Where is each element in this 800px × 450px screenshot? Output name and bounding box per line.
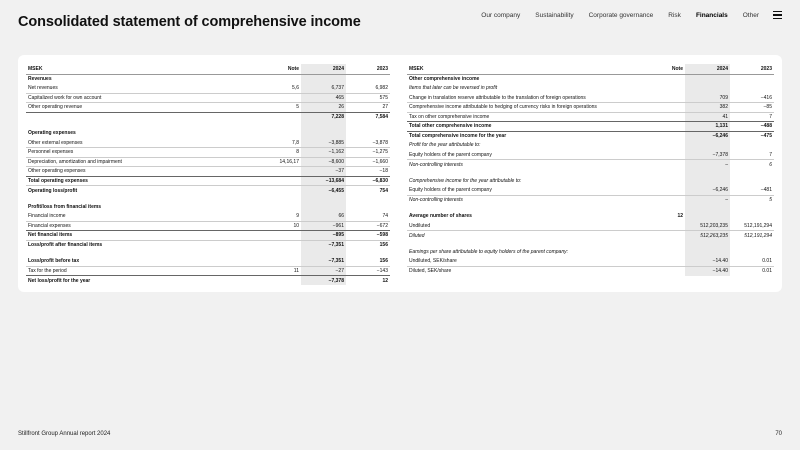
note-cell: [645, 141, 685, 151]
value-cell: [685, 74, 730, 84]
column-header: 2024: [685, 64, 730, 74]
value-cell: 382: [685, 103, 730, 113]
note-cell: [645, 160, 685, 170]
note-cell: [645, 231, 685, 241]
value-cell: −416: [730, 93, 774, 103]
value-cell: −8,600: [301, 157, 346, 167]
note-cell: 12: [677, 213, 683, 220]
table-row: [407, 141, 774, 151]
table-row: [407, 169, 774, 176]
value-cell: [730, 176, 774, 186]
page-title: Consolidated statement of comprehensive income: [18, 14, 361, 30]
value-cell: −85: [730, 103, 774, 113]
page-number: 70: [775, 431, 782, 437]
row-label: Other operating revenue: [26, 103, 261, 113]
value-cell: −6,455: [301, 186, 346, 196]
value-cell: 12: [382, 277, 388, 284]
column-header: Note: [645, 64, 685, 74]
value-cell: [301, 202, 346, 212]
table-row: [407, 240, 774, 247]
value-cell: [685, 212, 730, 222]
row-label: Profit for the year attributable to:: [409, 142, 481, 149]
value-cell: −481: [730, 186, 774, 196]
note-cell: [261, 129, 301, 139]
row-label: Other external expenses: [26, 138, 261, 148]
value-cell: [730, 169, 774, 176]
value-cell: −143: [346, 266, 390, 276]
note-cell: [645, 247, 685, 257]
table-row: [407, 195, 774, 205]
row-label: Diluted, SEK/share: [409, 268, 452, 274]
note-cell: [645, 221, 685, 231]
table-row: [26, 84, 390, 94]
note-cell: [261, 276, 301, 286]
table-row: [407, 93, 774, 103]
note-cell: [645, 150, 685, 160]
value-cell: −7,351: [301, 257, 346, 267]
value-cell: [301, 129, 346, 139]
row-label: Total operating expenses: [26, 176, 261, 186]
comprehensive-income-table: [407, 64, 774, 276]
note-cell: [645, 176, 685, 186]
note-cell: [261, 112, 301, 122]
value-cell: 27: [346, 103, 390, 113]
note-cell: [645, 112, 685, 122]
value-cell: −3,885: [301, 138, 346, 148]
table-row: [26, 122, 390, 129]
table-row: [26, 257, 390, 267]
row-label: [407, 169, 645, 176]
note-cell: [261, 176, 301, 186]
column-header: 2024: [301, 64, 346, 74]
row-label: Items that later can be reversed in profit: [409, 85, 498, 92]
column-header: 2023: [346, 64, 390, 74]
row-label: [407, 205, 645, 212]
column-header: MSEK: [26, 64, 261, 74]
table-row: [407, 160, 774, 170]
value-cell: 0.01: [730, 257, 774, 267]
table-row: [26, 112, 390, 122]
note-cell: 5,6: [261, 84, 301, 94]
value-cell: –: [685, 160, 730, 170]
table-row: [407, 247, 774, 257]
value-cell: [730, 84, 774, 94]
note-cell: [645, 257, 685, 267]
table-row: [26, 250, 390, 257]
value-cell: [346, 74, 390, 84]
note-cell: [645, 131, 685, 141]
table-row: [26, 103, 390, 113]
value-cell: 0.01: [762, 268, 772, 274]
value-cell: −475: [760, 133, 772, 139]
value-cell: [301, 195, 346, 202]
value-cell: 66: [301, 212, 346, 222]
note-cell: [261, 257, 301, 267]
note-cell: 5: [261, 103, 301, 113]
nav-other[interactable]: Other: [742, 11, 759, 19]
row-label: Undiluted, SEK/share: [407, 257, 645, 267]
note-cell: [645, 195, 685, 205]
table-row: [26, 167, 390, 177]
table-header-row: [26, 64, 390, 74]
value-cell: [346, 202, 390, 212]
statement-card: [18, 55, 782, 292]
note-cell: [261, 74, 301, 84]
table-row: [407, 266, 774, 276]
table-row: [407, 112, 774, 122]
value-cell: −14.40: [685, 266, 730, 276]
value-cell: −598: [346, 231, 390, 241]
value-cell: [685, 247, 730, 257]
value-cell: –: [685, 195, 730, 205]
table-row: [407, 74, 774, 84]
row-label: Revenues: [28, 76, 52, 82]
value-cell: −1,162: [301, 148, 346, 158]
row-label: Operating expenses: [28, 130, 76, 137]
table-row: [26, 129, 390, 139]
row-label: Undiluted: [407, 221, 645, 231]
value-cell: −7,378: [301, 276, 346, 286]
table-header-row: [407, 64, 774, 74]
row-label: Profit/loss from financial items: [28, 203, 102, 210]
value-cell: [346, 122, 390, 129]
nav-sustainability[interactable]: Sustainability: [535, 11, 574, 19]
row-label: Equity holders of the parent company: [407, 186, 645, 196]
value-cell: [685, 205, 730, 212]
value-cell: 575: [346, 93, 390, 103]
table-row: [26, 74, 390, 84]
row-label: Operating loss/profit: [28, 187, 78, 194]
value-cell: −7,378: [685, 150, 730, 160]
value-cell: [301, 122, 346, 129]
value-cell: 7: [730, 150, 774, 160]
row-label: Equity holders of the parent company: [407, 150, 645, 160]
value-cell: [730, 212, 774, 222]
row-label: Financial income: [26, 212, 261, 222]
table-row: [407, 131, 774, 141]
value-cell: −7,351: [301, 240, 346, 250]
row-label: Comprehensive income attributable to hedging of currency risks in foreign operations: [407, 103, 645, 113]
note-cell: [261, 195, 301, 202]
value-cell: 709: [685, 93, 730, 103]
value-cell: [301, 74, 346, 84]
row-label: Change in translation reserve attributable to the translation of foreign operations: [407, 93, 645, 103]
row-label: [26, 112, 261, 122]
value-cell: 512,191,294: [744, 232, 772, 239]
row-label: Financial expenses: [26, 221, 261, 231]
top-navigation: [466, 11, 782, 19]
value-cell: 7: [730, 112, 774, 122]
table-row: [407, 186, 774, 196]
row-label: Other comprehensive income: [409, 76, 480, 82]
row-label: Earnings per share attributable to equity holders of the parent company:: [409, 248, 568, 255]
column-header: 2023: [730, 64, 774, 74]
value-cell: [301, 250, 346, 257]
value-cell: [730, 141, 774, 151]
row-label: Other operating expenses: [26, 167, 261, 177]
note-cell: [645, 84, 685, 94]
row-label: [26, 250, 261, 257]
footer-report-title: Stillfront Group Annual report 2024: [18, 431, 111, 437]
note-cell: 8: [261, 148, 301, 158]
note-cell: [645, 169, 685, 176]
value-cell: [346, 129, 390, 139]
note-cell: [645, 205, 685, 212]
table-row: [26, 202, 390, 212]
value-cell: 754: [379, 187, 388, 194]
value-cell: 26: [301, 103, 346, 113]
note-cell: [645, 74, 685, 84]
note-cell: 10: [261, 221, 301, 231]
value-cell: [685, 240, 730, 247]
table-row: [26, 157, 390, 167]
table-row: [407, 176, 774, 186]
table-row: [407, 84, 774, 94]
note-cell: [261, 231, 301, 241]
column-header: MSEK: [407, 64, 645, 74]
value-cell: 6: [769, 161, 772, 168]
value-cell: [346, 195, 390, 202]
value-cell: −37: [301, 167, 346, 177]
value-cell: 7,228: [301, 112, 346, 122]
row-label: [407, 240, 645, 247]
nav-our-company[interactable]: Our company: [481, 11, 521, 19]
column-header: Note: [261, 64, 301, 74]
table-row: [26, 240, 390, 250]
table-row: [407, 205, 774, 212]
note-cell: [645, 93, 685, 103]
row-label: Capitalized work for own account: [26, 93, 261, 103]
value-cell: 74: [346, 212, 390, 222]
note-cell: [261, 250, 301, 257]
row-label: Net revenues: [26, 84, 261, 94]
row-label: Comprehensive income for the year attributable to:: [409, 177, 522, 184]
nav-risk[interactable]: Risk: [668, 11, 681, 19]
table-row: [26, 266, 390, 276]
value-cell: [346, 250, 390, 257]
value-cell: −1,660: [346, 157, 390, 167]
row-label: [26, 195, 261, 202]
value-cell: [730, 247, 774, 257]
value-cell: 156: [379, 242, 388, 248]
value-cell: 7,584: [375, 114, 388, 120]
table-row: [407, 231, 774, 241]
income-statement-table: [26, 64, 390, 285]
value-cell: [730, 74, 774, 84]
value-cell: −3,878: [346, 138, 390, 148]
value-cell: −27: [301, 266, 346, 276]
value-cell: −895: [301, 231, 346, 241]
value-cell: −6,830: [346, 176, 390, 186]
table-row: [26, 231, 390, 241]
note-cell: [261, 202, 301, 212]
value-cell: 6,737: [301, 84, 346, 94]
table-row: [26, 212, 390, 222]
note-cell: 7,8: [261, 138, 301, 148]
value-cell: [685, 169, 730, 176]
value-cell: 512,263,235: [685, 231, 730, 241]
value-cell: 41: [685, 112, 730, 122]
value-cell: [685, 84, 730, 94]
nav-financials[interactable]: Financials: [695, 11, 728, 19]
value-cell: [685, 141, 730, 151]
row-label: Average number of shares: [409, 213, 472, 220]
table-row: [26, 93, 390, 103]
table-row: [26, 138, 390, 148]
row-label: Loss/profit after financial items: [28, 242, 103, 248]
table-row: [26, 176, 390, 186]
table-row: [407, 122, 774, 132]
value-cell: 1,131: [685, 122, 730, 132]
value-cell: 156: [346, 257, 390, 267]
note-cell: [261, 93, 301, 103]
row-label: Non-controlling interests: [409, 197, 463, 203]
note-cell: [645, 122, 685, 132]
table-row: [26, 186, 390, 196]
row-label: Total other comprehensive income: [407, 122, 645, 132]
nav-corporate-governance[interactable]: Corporate governance: [588, 11, 654, 19]
row-label: Depreciation, amortization and impairment: [26, 157, 261, 167]
table-row: [407, 150, 774, 160]
row-label: Net financial items: [26, 231, 261, 241]
table-row: [26, 221, 390, 231]
note-cell: [645, 186, 685, 196]
value-cell: −1,275: [346, 148, 390, 158]
note-cell: [645, 240, 685, 247]
row-label: Non-controlling interests: [409, 161, 463, 168]
note-cell: 11: [261, 266, 301, 276]
row-label: Tax for the period: [26, 266, 261, 276]
value-cell: [730, 205, 774, 212]
value-cell: 465: [301, 93, 346, 103]
table-row: [407, 212, 774, 222]
row-label: Net loss/profit for the year: [28, 277, 91, 284]
value-cell: −961: [301, 221, 346, 231]
value-cell: −18: [346, 167, 390, 177]
value-cell: −6,246: [685, 186, 730, 196]
table-row: [26, 148, 390, 158]
value-cell: −14.40: [685, 257, 730, 267]
value-cell: [685, 176, 730, 186]
table-row: [26, 276, 390, 286]
row-label: [26, 122, 261, 129]
note-cell: [261, 167, 301, 177]
row-label: Tax on other comprehensive income: [407, 112, 645, 122]
row-label: Personnel expenses: [26, 148, 261, 158]
note-cell: 14,16,17: [261, 157, 301, 167]
value-cell: −13,684: [301, 176, 346, 186]
value-cell: 6,982: [346, 84, 390, 94]
value-cell: −6,246: [685, 131, 730, 141]
value-cell: 512,191,294: [730, 221, 774, 231]
note-cell: [261, 186, 301, 196]
row-label: Loss/profit before tax: [26, 257, 261, 267]
value-cell: −672: [346, 221, 390, 231]
note-cell: [261, 240, 301, 250]
note-cell: 9: [261, 212, 301, 222]
value-cell: 5: [769, 197, 772, 203]
value-cell: [730, 240, 774, 247]
note-cell: [261, 122, 301, 129]
table-row: [407, 103, 774, 113]
value-cell: −488: [730, 122, 774, 132]
row-label: Diluted: [409, 232, 425, 239]
table-row: [407, 221, 774, 231]
row-label: Total comprehensive income for the year: [409, 133, 507, 139]
hamburger-menu-icon[interactable]: [773, 11, 782, 19]
value-cell: 512,203,235: [685, 221, 730, 231]
table-row: [26, 195, 390, 202]
note-cell: [645, 266, 685, 276]
table-row: [407, 257, 774, 267]
note-cell: [645, 103, 685, 113]
